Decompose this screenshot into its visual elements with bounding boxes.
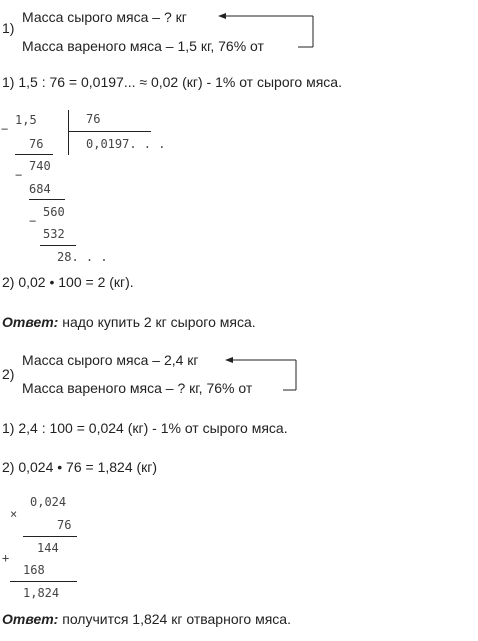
division-vertical-bar bbox=[68, 110, 69, 155]
division-dividend: 1,5 bbox=[15, 113, 37, 127]
answer-text: получится 1,824 кг отварного мяса. bbox=[58, 611, 291, 627]
division-divisor: 76 bbox=[86, 112, 101, 126]
division-minus-sign: − bbox=[15, 168, 23, 182]
problem2-raw-meat-line: Масса сырого мяса – 2,4 кг bbox=[22, 352, 199, 368]
problem1-answer bbox=[2, 314, 256, 330]
multiplication-times-sign: × bbox=[10, 507, 18, 521]
answer-label: Ответ: bbox=[2, 611, 59, 627]
problem1-number: 1) bbox=[2, 20, 15, 36]
multiplication-row: 0,024 bbox=[30, 495, 67, 509]
problem2-cooked-meat-line: Масса вареного мяса – ? кг, 76% от bbox=[22, 380, 253, 396]
problem2-number: 2) bbox=[2, 366, 15, 382]
division-row: 532 bbox=[43, 227, 65, 241]
division-row: 684 bbox=[29, 182, 51, 196]
multiplication-underline bbox=[23, 536, 77, 537]
problem2-arrow-icon bbox=[225, 352, 305, 392]
division-minus-sign: − bbox=[29, 214, 37, 228]
problem1-cooked-meat-line: Масса вареного мяса – 1,5 кг, 76% от bbox=[22, 38, 264, 54]
multiplication-underline bbox=[10, 581, 77, 582]
multiplication-row: 168 bbox=[23, 563, 45, 577]
division-row: 76 bbox=[29, 137, 44, 151]
multiplication-row: 144 bbox=[37, 541, 59, 555]
problem1-arrow-icon bbox=[218, 8, 318, 48]
division-row: 740 bbox=[29, 159, 51, 173]
problem2-step2: 2) 0,024 • 76 = 1,824 (кг) bbox=[2, 459, 158, 475]
division-underline bbox=[29, 199, 65, 200]
multiplication-row: 76 bbox=[57, 518, 72, 532]
multiplication-plus-sign: + bbox=[2, 551, 10, 565]
division-quotient: 0,0197. . . bbox=[86, 137, 166, 151]
division-underline bbox=[40, 245, 76, 246]
division-divisor-underline bbox=[68, 131, 151, 132]
division-row: 560 bbox=[43, 205, 65, 219]
division-row: 28. . . bbox=[57, 250, 108, 264]
problem2-step1: 1) 2,4 : 100 = 0,024 (кг) - 1% от сырого мяса. bbox=[2, 420, 288, 436]
problem1-raw-meat-line: Масса сырого мяса – ? кг bbox=[22, 9, 187, 25]
division-underline bbox=[15, 154, 53, 155]
problem1-step2: 2) 0,02 • 100 = 2 (кг). bbox=[2, 274, 134, 290]
answer-text: надо купить 2 кг сырого мяса. bbox=[58, 314, 256, 330]
division-minus-sign: − bbox=[1, 122, 9, 136]
problem1-step1: 1) 1,5 : 76 = 0,0197... ≈ 0,02 (кг) - 1% от сырого мяса. bbox=[2, 74, 342, 90]
problem2-answer bbox=[2, 611, 291, 627]
answer-label: Ответ: bbox=[2, 314, 59, 330]
multiplication-row: 1,824 bbox=[23, 586, 60, 600]
